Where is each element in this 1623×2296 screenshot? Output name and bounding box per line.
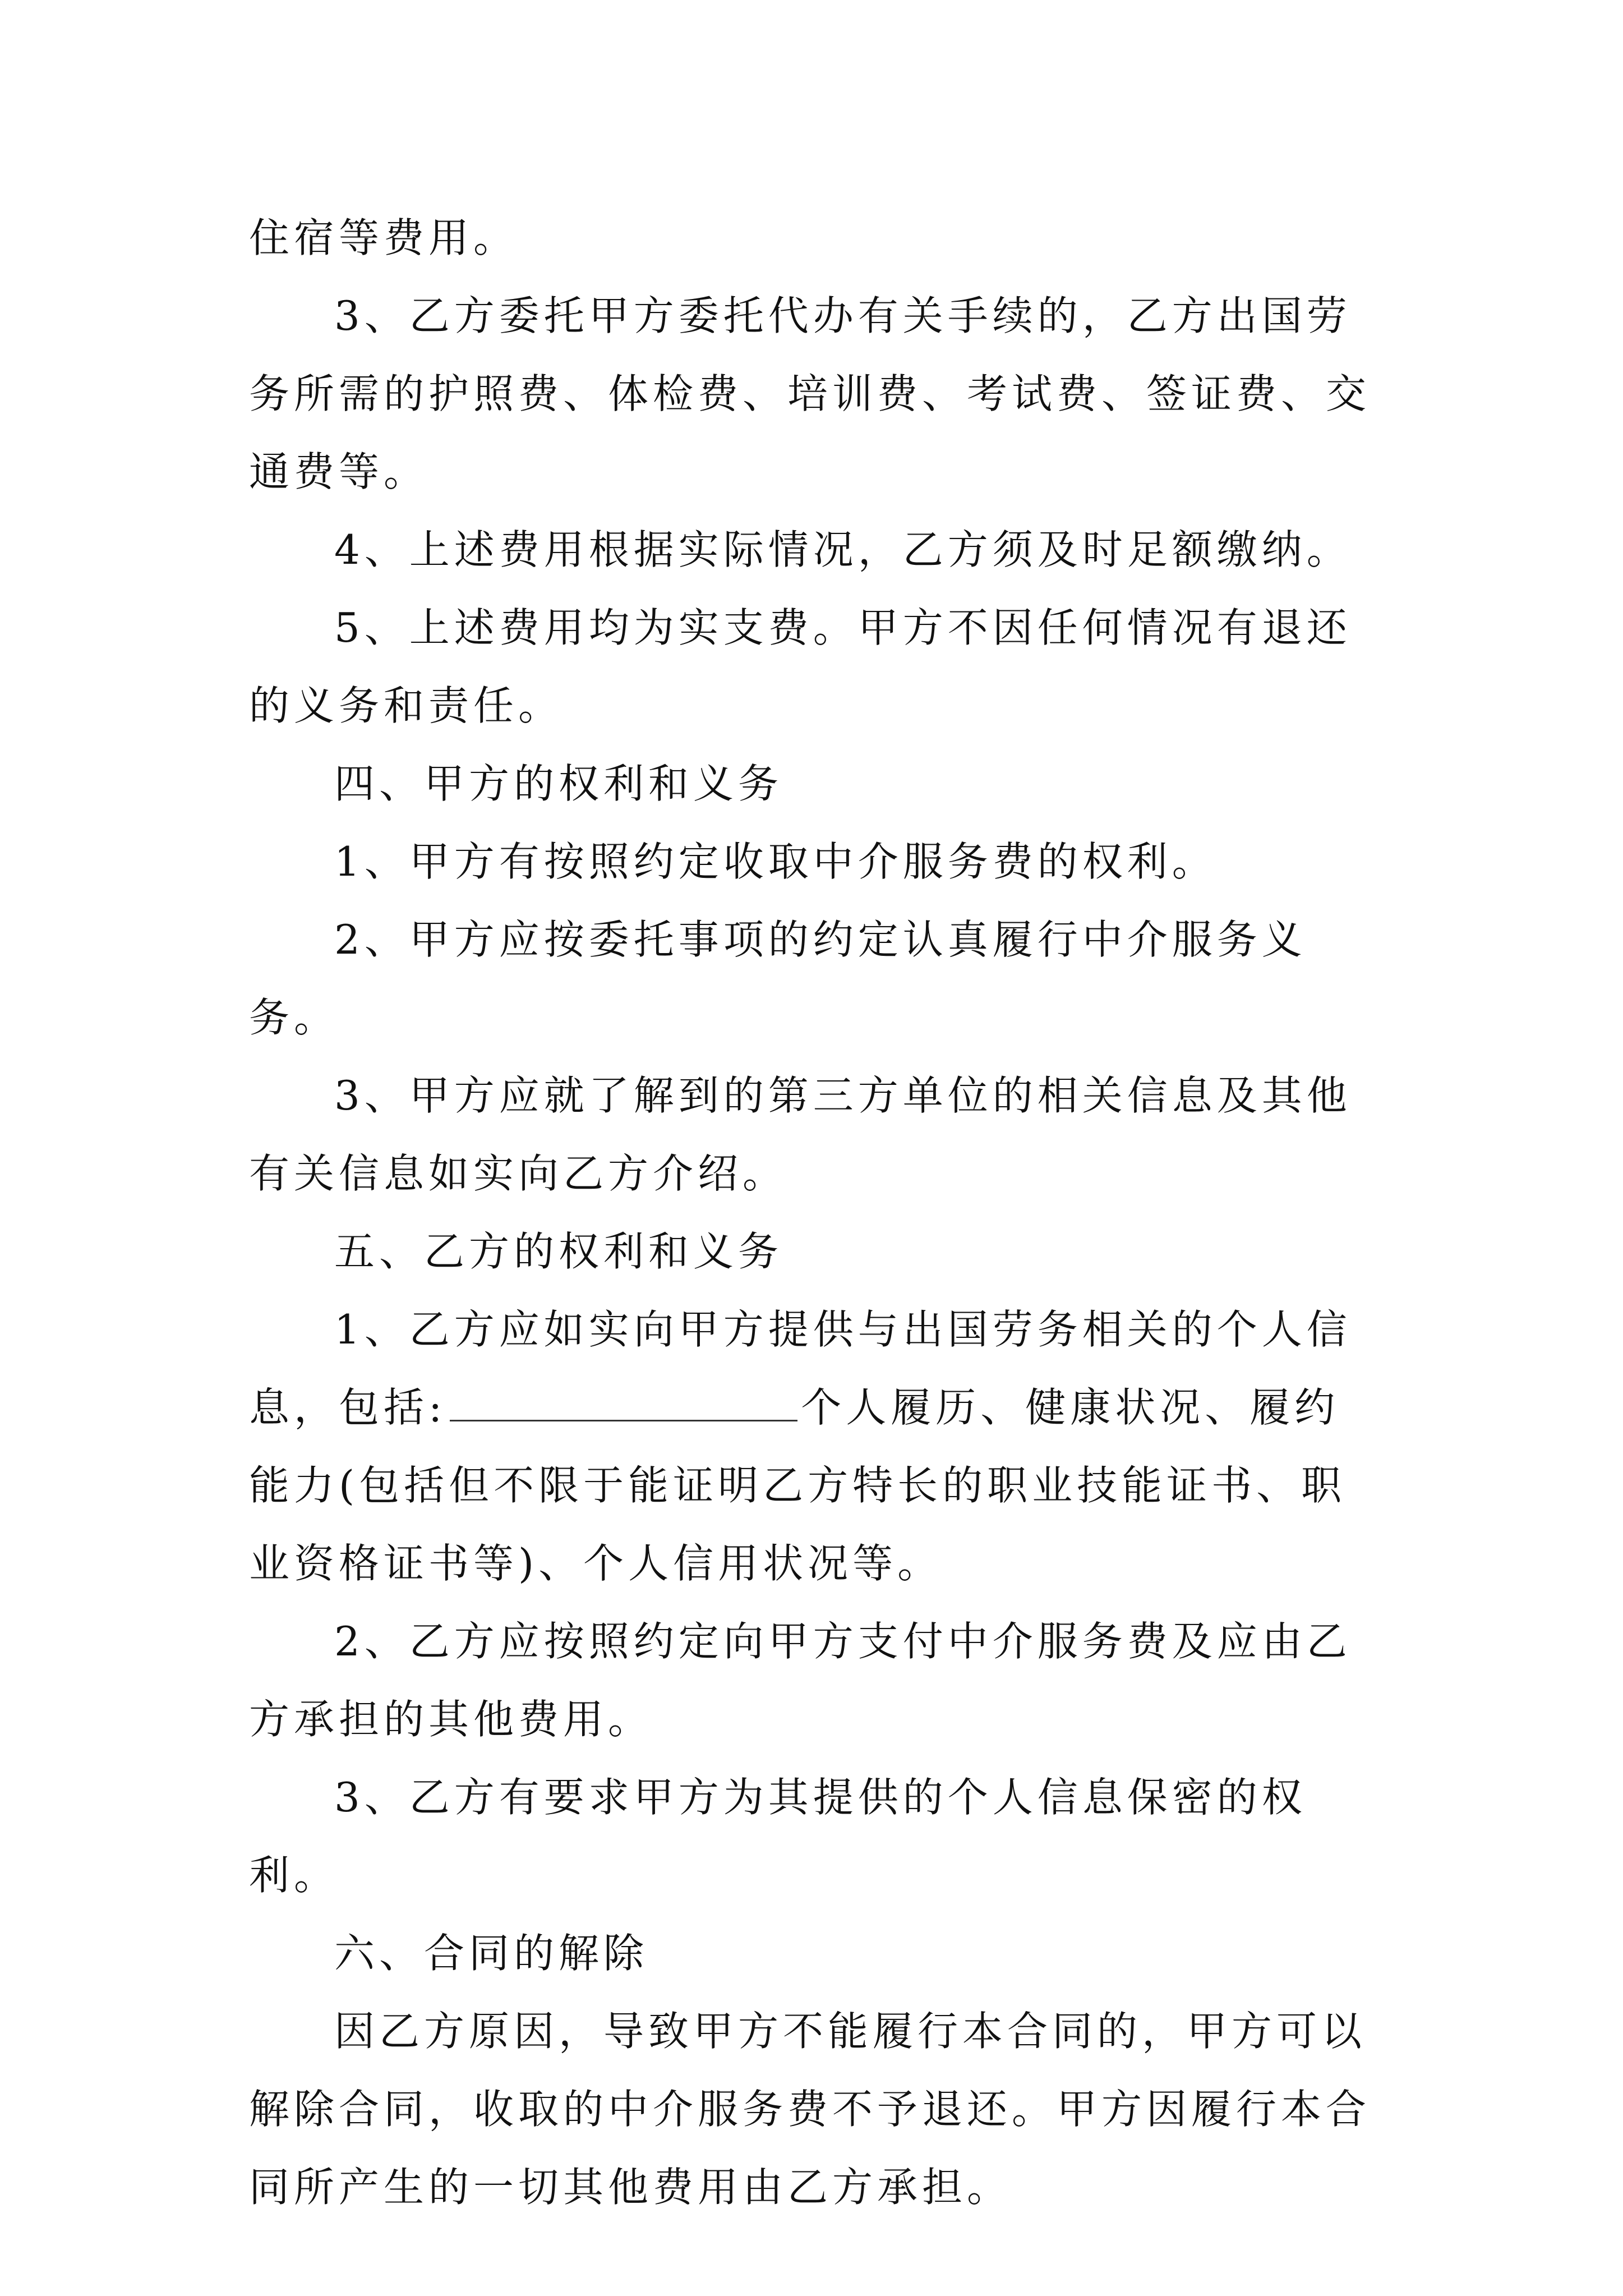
paragraph-party-a-3: 3、甲方应就了解到的第三方单位的相关信息及其他有关信息如实向乙方介绍。 [249, 1072, 1352, 1197]
paragraph-party-a-1: 1、甲方有按照约定收取中介服务费的权利。 [334, 838, 1217, 885]
paragraph-party-b-2: 2、乙方应按照约定向甲方支付中介服务费及应由乙方承担的其他费用。 [249, 1618, 1352, 1743]
section-heading-4: 四、甲方的权利和义务 [334, 760, 783, 807]
paragraph-fee-3: 3、乙方委托甲方委托代办有关手续的，乙方出国劳务所需的护照费、体检费、培训费、考试费、签证费、交通费等。 [249, 292, 1371, 495]
paragraph-party-b-1 [249, 1291, 1382, 1603]
fill-in-blank [450, 1382, 797, 1421]
paragraph-fee-4: 4、上述费用根据实际情况，乙方须及时足额缴纳。 [334, 526, 1352, 573]
paragraph-fee-5: 5、上述费用均为实支费。甲方不因任何情况有退还的义务和责任。 [249, 604, 1352, 729]
paragraph-continuation: 住宿等费用。 [249, 214, 519, 261]
paragraph-party-b-3: 3、乙方有要求甲方为其提供的个人信息保密的权利。 [249, 1774, 1307, 1899]
paragraph-party-b-1-rest: 个人履历、健康状况、履约能力(包括但不限于能证明乙方特长的职业技能证书、职业资格证书等)、个人信用状况等。 [249, 1384, 1347, 1587]
paragraph-party-b-1-lead: 1、乙方应如实向甲方提供与出国劳务相关的个人信息，包括: [249, 1306, 1352, 1431]
document-body [249, 199, 1382, 2226]
paragraph-party-a-2: 2、甲方应按委托事项的约定认真履行中介服务义务。 [249, 916, 1307, 1041]
section-heading-6: 六、合同的解除 [334, 1930, 649, 1977]
section-heading-5: 五、乙方的权利和义务 [334, 1228, 783, 1275]
paragraph-termination: 因乙方原因，导致甲方不能履行本合同的，甲方可以解除合同，收取的中介服务费不予退还。甲方因履行本合同所产生的一切其他费用由乙方承担。 [249, 2008, 1371, 2211]
